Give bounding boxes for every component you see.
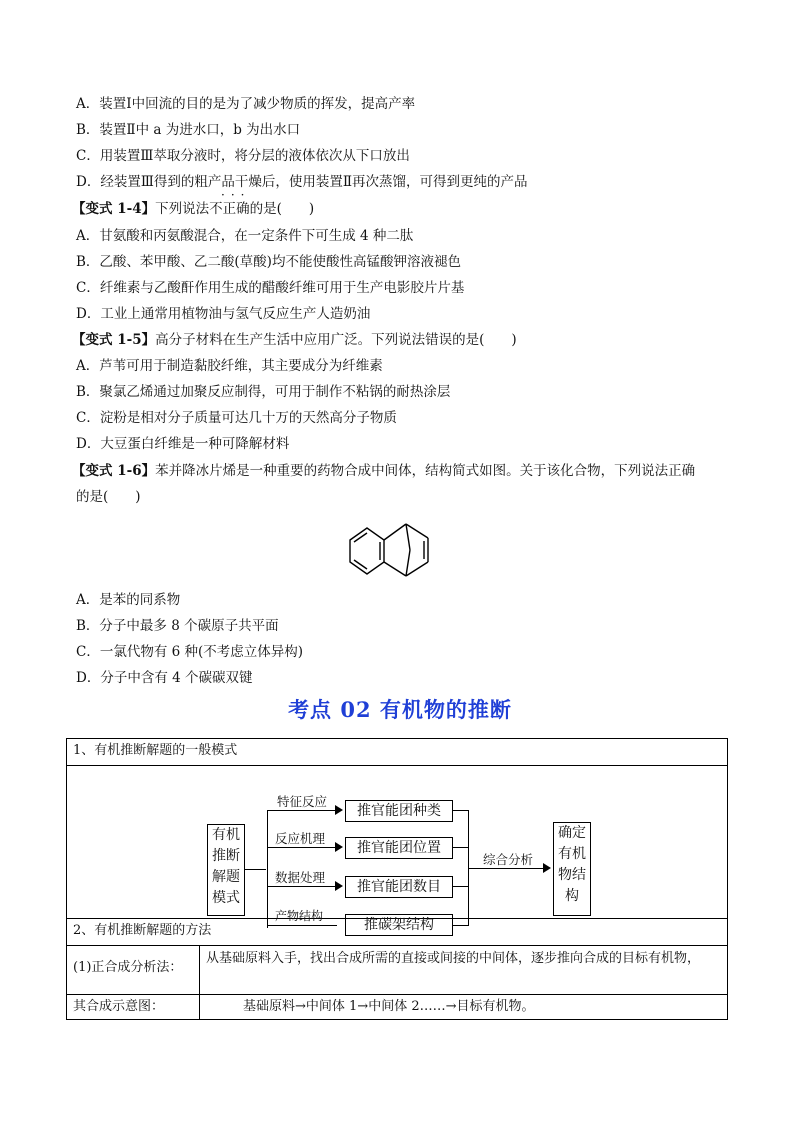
- diagram-left-box: [207, 824, 245, 916]
- box-text: 有机: [212, 827, 240, 843]
- table-cell-label: 其合成示意图：: [67, 995, 200, 1019]
- branch-label: 反应机理: [275, 831, 326, 846]
- table-row: [67, 739, 727, 766]
- option-a: A．甘氨酸和丙氨酸混合，在一定条件下可生成 4 种二肽: [76, 228, 414, 244]
- option-c: C．纤维素与乙酸酐作用生成的醋酸纤维可用于生产电影胶片片基: [76, 280, 465, 296]
- table-cell: 2、有机推断解题的方法: [73, 923, 212, 938]
- option-b: B．聚氯乙烯通过加聚反应制得，可用于制作不粘锅的耐热涂层: [76, 384, 451, 400]
- benzonorbornadiene-structure-image: [340, 510, 470, 590]
- table-cell-text: 从基础原料入手，找出合成所需的直接或间接的中间体，逐步推向合成的目标有机物，: [206, 951, 701, 966]
- diagram-right-box: [553, 822, 591, 916]
- box-text: 推断: [212, 848, 240, 864]
- table-row: [67, 995, 727, 1019]
- option-b: B．分子中最多 8 个碳原子共平面: [76, 618, 279, 634]
- box-text: 模式: [212, 890, 240, 906]
- middle-label: 综合分析: [483, 852, 534, 867]
- option-d: D．大豆蛋白纤维是一种可降解材料: [76, 436, 290, 452]
- option-a: A．是苯的同系物: [76, 592, 181, 608]
- option-c: C．用装置Ⅲ萃取分液时，将分层的液体依次从下口放出: [76, 148, 410, 164]
- connector-line: [452, 810, 468, 811]
- connector-line: [452, 886, 468, 887]
- option-c: C．淀粉是相对分子质量可达几十万的天然高分子物质: [76, 410, 397, 426]
- target-box: 推官能团位置: [345, 837, 453, 859]
- option-d: D．分子中含有 4 个碳碳双键: [76, 670, 253, 686]
- connector-line: [267, 886, 337, 887]
- question-stem: 高分子材料在生产生活中应用广泛。下列说法错误的是( ): [155, 332, 517, 348]
- option-d: D．经装置Ⅲ得到的粗产品干燥后，使用装置Ⅱ再次蒸馏，可得到更纯的产品: [76, 174, 528, 190]
- option-c: C．一氯代物有 6 种(不考虑立体异构): [76, 644, 304, 660]
- branch-label: 数据处理: [275, 870, 326, 885]
- question-1-5: [72, 331, 517, 349]
- connector-line: [452, 847, 468, 848]
- target-box: 推碳架结构: [345, 914, 453, 936]
- question-tag: 【变式 1-4】: [72, 201, 156, 217]
- arrow-icon: [335, 805, 343, 815]
- question-1-6: [72, 462, 695, 480]
- connector-line: [469, 868, 545, 869]
- option-b: B．乙酸、苯甲酸、乙二酸(草酸)均不能使酸性高锰酸钾溶液褪色: [76, 254, 461, 270]
- emphasis-dots: ···: [221, 188, 251, 202]
- arrow-icon: [543, 863, 551, 873]
- table-cell: 1、有机推断解题的一般模式: [73, 743, 238, 758]
- connector-line: [244, 869, 266, 870]
- option-a: A．装置Ⅰ中回流的目的是为了减少物质的挥发，提高产率: [76, 96, 416, 112]
- option-b: B．装置Ⅱ中 a 为进水口，b 为出水口: [76, 122, 301, 138]
- box-text: 构: [565, 888, 579, 904]
- option-d: D．工业上通常用植物油与氢气反应生产人造奶油: [76, 306, 371, 322]
- table-cell-text: 基础原料→中间体 1→中间体 2……→目标有机物。: [243, 999, 535, 1014]
- connector-line: [267, 847, 337, 848]
- box-text: 解题: [212, 869, 240, 885]
- question-stem: 下列说法不正确的是( ): [155, 201, 315, 217]
- target-box: 推官能团数目: [345, 876, 453, 898]
- box-text: 物结: [558, 867, 586, 883]
- section-title: 考点 02 有机物的推断: [288, 697, 512, 722]
- connector-line: [267, 810, 337, 811]
- box-text: 有机: [558, 846, 586, 862]
- table-row: [67, 919, 727, 946]
- arrow-icon: [335, 881, 343, 891]
- question-tag: 【变式 1-6】: [72, 463, 156, 479]
- question-stem: 苯并降冰片烯是一种重要的药物合成中间体，结构简式如图。关于该化合物，下列说法正确: [155, 463, 696, 479]
- option-a: A．芦苇可用于制造黏胶纤维，其主要成分为纤维素: [76, 358, 383, 374]
- box-text: 确定: [558, 825, 586, 841]
- branch-label: 产物结构: [275, 909, 324, 923]
- branch-label: 特征反应: [277, 794, 328, 809]
- table-row: [67, 946, 727, 995]
- question-tag: 【变式 1-5】: [72, 332, 156, 348]
- target-box: 推官能团种类: [345, 800, 453, 822]
- question-1-4: [72, 200, 314, 218]
- connector-line: [267, 810, 268, 928]
- question-stem-cont: 的是( ): [76, 489, 141, 505]
- method-table: [66, 738, 728, 1020]
- arrow-icon: [335, 842, 343, 852]
- table-cell-label: (1)正合成分析法：: [67, 946, 200, 994]
